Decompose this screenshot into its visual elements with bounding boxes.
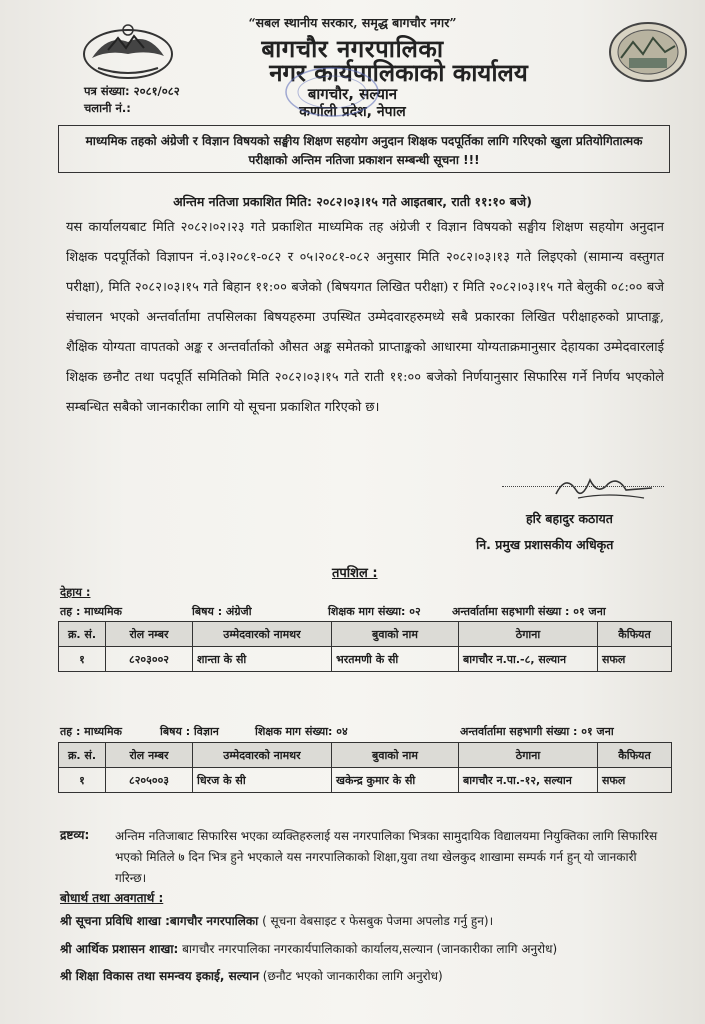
letter-number: पत्र संख्या: २०८१/०८२ [84, 84, 180, 98]
col-candidate: उम्मेदवारको नामथर [193, 622, 332, 647]
cell-roll: ८२०३००२ [106, 647, 193, 672]
cc-label: श्री सूचना प्रविधि शाखा :बागचौर नगरपालिका [60, 914, 259, 928]
cell-father: खकेन्द्र कुमार के सी [332, 768, 459, 793]
cc-text: (छनौट भएको जानकारीका लागि अनुरोध) [258, 969, 443, 983]
cell-address: बागचौर न.पा.-८, सल्यान [459, 647, 598, 672]
note-text: अन्तिम नतिजाबाट सिफारिस भएका व्यक्तिहरुलाई यस नगरपालिका भित्रका सामुदायिक विद्यालयमा नियुक्तिका लागि सिफारिस भएको मितिले ७ दिन भित्र हुने भएकाले यस नगरपालिकाको शिक्षा,युवा तथा खेलकुद शाखामा सम्पर्क गर्न हुन् यो जानकारी गरिन्छ। [115, 829, 658, 885]
cc-text: बागचौर नगरपालिका नगरकार्यपालिकाको कार्यालय,सल्यान (जानकारीका लागि अनुरोध) [178, 942, 558, 956]
col-father: बुवाको नाम [332, 743, 459, 768]
cell-candidate: शान्ता के सी [193, 647, 332, 672]
cc-label: श्री शिक्षा विकास तथा समन्वय इकाई, सल्यान [60, 969, 259, 983]
cc-item-finance [60, 940, 557, 957]
col-father: बुवाको नाम [332, 622, 459, 647]
col-remarks: कैफियत [598, 743, 672, 768]
cell-sn: १ [59, 768, 106, 793]
cc-item-it [60, 912, 493, 929]
section2-participants: अन्तर्वार्तामा सहभागी संख्या : ०१ जना [460, 725, 614, 738]
section1-demand: शिक्षक माग संख्या: ०२ [328, 605, 421, 618]
cell-sn: १ [59, 647, 106, 672]
note-label: द्रष्टव्य: [60, 828, 90, 842]
signature [548, 470, 658, 504]
col-address: ठेगाना [459, 622, 598, 647]
cell-remarks: सफल [598, 647, 672, 672]
dehay-label: देहाय : [60, 585, 91, 599]
signatory-post: नि. प्रमुख प्रशासकीय अधिकृत [476, 537, 614, 552]
cell-candidate: धिरज के सी [193, 768, 332, 793]
col-candidate: उम्मेदवारको नामथर [193, 743, 332, 768]
cell-address: बागचौर न.पा.-१२, सल्यान [459, 768, 598, 793]
office-subtitle: नगर कार्यपालिकाको कार्यालय [269, 59, 528, 87]
subject-box: माध्यमिक तहको अंग्रेजी र विज्ञान विषयको सङ्घीय शिक्षण सहयोग अनुदान शिक्षक पदपूर्तिका लागि गरिएको खुला प्रतियोगितात्मक परीक्षाको अन्तिम नतिजा प्रकाशन सम्बन्धी सूचना !!! [58, 125, 670, 173]
table-row [59, 768, 672, 793]
col-remarks: कैफियत [598, 622, 672, 647]
result-table-science [58, 742, 672, 793]
tapasil-heading: तपशिल : [332, 566, 378, 581]
office-title: बागचौर नगरपालिका [261, 35, 444, 63]
section1-participants: अन्तर्वार्तामा सहभागी संख्या : ०१ जना [452, 605, 606, 618]
motto: “सबल स्थानीय सरकार, समृद्ध बागचौर नगर” [248, 15, 457, 30]
col-sn: क्र. सं. [59, 622, 106, 647]
notice-body: यस कार्यालयबाट मिति २०८२।०२।२३ गते प्रकाशित माध्यमिक तह अंग्रेजी र विज्ञान विषयको सङ्घीय शिक्षण सहयोग अनुदान शिक्षक पदपूर्तिको विज्ञापन नं.०३।२०८१-०८२ र ०५।२०८१-०८२ अनुसार मिति २०८२।०३।१३ गते लिइएको (सामान्य वस्तुगत परीक्षा), मिति २०८२।०३।१५ गते बिहान ११:०० बजेको (बिषयगत लिखित परीक्षा) र मिति २०८२।०३।१५ गते बेलुकी ०८:०० बजे संचालन भएको अन्तर्वार्तामा तपसिलका बिषयहरुमा उपस्थित उम्मेदवारहरुमध्ये सबै प्रकारका लिखित परीक्षाहरुको प्राप्ताङ्क, शैक्षिक योग्यता वापतको अङ्क र अन्तर्वार्ताको औसत अङ्क समेतको प्राप्ताङ्कको आधारमा योग्यताक्रमानुसार देहायका उम्मेदवारलाई शिक्षक छनौट तथा पदपूर्ति समितिको मिति २०८२।०३।१५ गते राती ११:०० बजेको निर्णयानुसार सिफारिस गर्ने निर्णय भएकोले सम्बन्धित सबैको जानकारीका लागि यो सूचना प्रकाशित गरिएको छ। [66, 220, 664, 415]
signature-line [502, 486, 664, 487]
address-line-2: कर्णाली प्रदेश, नेपाल [299, 104, 406, 120]
cc-label: श्री आर्थिक प्रशासन शाखा: [60, 942, 179, 956]
address-line-1: बागचौर, सल्यान [307, 85, 398, 103]
cell-roll: ८२०५००३ [106, 768, 193, 793]
office-stamp [272, 64, 407, 122]
cell-remarks: सफल [598, 768, 672, 793]
table-header-row [59, 743, 672, 768]
signatory-name: हरि बहादुर कठायत [526, 511, 613, 526]
col-sn: क्र. सं. [59, 743, 106, 768]
cc-text: ( सूचना वेबसाइट र फेसबुक पेजमा अपलोड गर्नु हुन)। [258, 914, 494, 928]
col-address: ठेगाना [459, 743, 598, 768]
dispatch-number: चलानी नं.: [84, 101, 131, 115]
section2-level: तह : माध्यमिक [60, 725, 122, 738]
published-date: अन्तिम नतिजा प्रकाशित मिति: २०८२।०३।१५ गते आइतबार, राती ११:१० बजे) [173, 194, 532, 209]
cc-item-education [60, 967, 443, 984]
cc-heading: बोधार्थ तथा अवगतार्थ : [60, 891, 164, 905]
table-header-row [59, 622, 672, 647]
section2-demand: शिक्षक माग संख्या: ०४ [255, 725, 348, 738]
result-table-english [58, 621, 672, 672]
section1-level: तह : माध्यमिक [60, 605, 122, 618]
cell-father: भरतमणी के सी [332, 647, 459, 672]
col-roll: रोल नम्बर [106, 743, 193, 768]
col-roll: रोल नम्बर [106, 622, 193, 647]
section1-subject: बिषय : अंग्रेजी [192, 605, 252, 618]
table-row [59, 647, 672, 672]
section2-subject: बिषय : विज्ञान [160, 725, 219, 738]
